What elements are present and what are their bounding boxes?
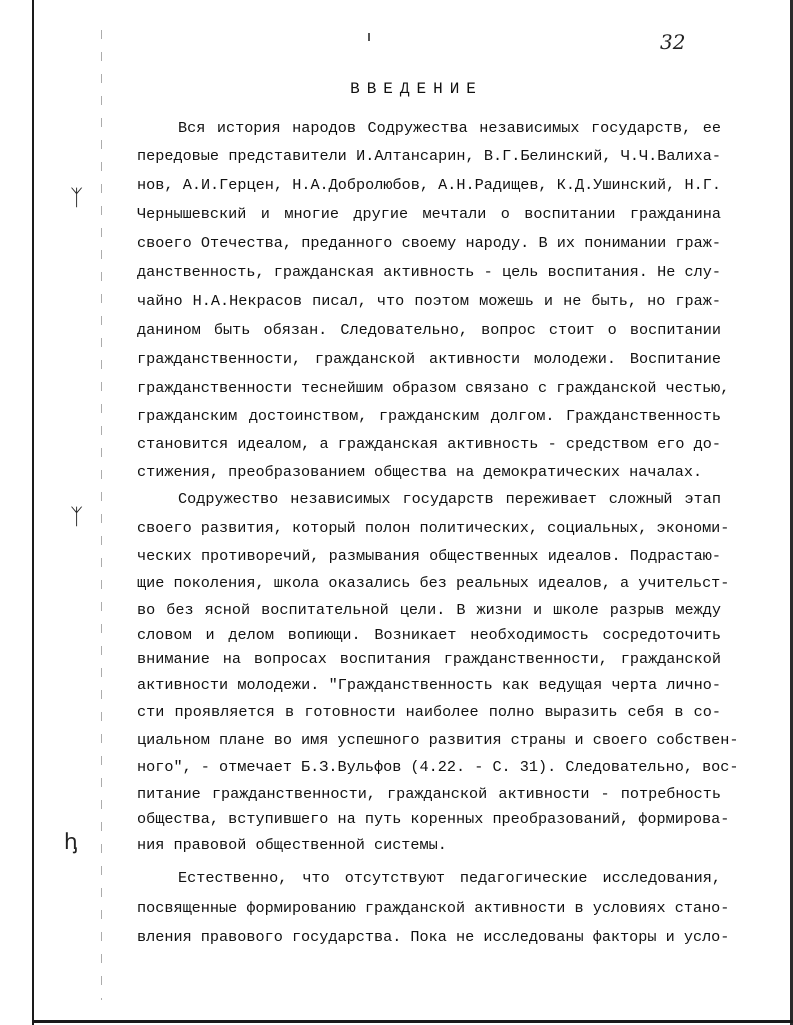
text-line: Вся история народов Содружества независимых государств, ее	[178, 119, 721, 137]
text-line: стижения, преобразованием общества на демократических началах.	[137, 463, 703, 481]
text-line: передовые представители И.Алтансарин, В.Г.Белинский, Ч.Ч.Валиха-	[137, 147, 721, 165]
text-line: Содружество независимых государств переживает сложный этап	[178, 490, 721, 508]
text-line: своего развития, который полон политических, социальных, экономи-	[137, 519, 730, 537]
margin-mark-2: ᛉ	[70, 505, 84, 530]
page-left-border	[32, 0, 34, 1025]
text-line: вления правового государства. Пока не исследованы факторы и усло-	[137, 928, 730, 946]
text-line: гражданственности, гражданской активности молодежи. Воспитание	[137, 350, 721, 368]
page-number: 32	[660, 30, 686, 54]
text-line: гражданственности теснейшим образом связано с гражданской честью,	[137, 379, 730, 397]
text-line: внимание на вопросах воспитания гражданственности, гражданской	[137, 650, 721, 668]
text-line: ния правовой общественной системы.	[137, 836, 447, 854]
text-line: сти проявляется в готовности наиболее полно выразить себя в со-	[137, 703, 721, 721]
text-line: Естественно, что отсутствуют педагогические исследования,	[178, 869, 721, 887]
text-line: гражданским достоинством, гражданским долгом. Гражданственность	[137, 407, 721, 425]
text-line: Чернышевский и многие другие мечтали о воспитании гражданина	[137, 205, 721, 223]
stray-tick-mark	[368, 33, 370, 41]
text-line: питание гражданственности, гражданской активности - потребность	[137, 785, 721, 803]
page-title: ВВЕДЕНИЕ	[350, 80, 483, 98]
text-line: данином быть обязан. Следовательно, вопрос стоит о воспитании	[137, 321, 721, 339]
text-line: нов, А.И.Герцен, Н.А.Добролюбов, А.Н.Радищев, К.Д.Ушинский, Н.Г.	[137, 176, 721, 194]
text-line: своего Отечества, преданного своему народу. В их понимании граж-	[137, 234, 721, 252]
text-line: ческих противоречий, размывания общественных идеалов. Подрастаю-	[137, 547, 721, 565]
text-line: щие поколения, школа оказались без реальных идеалов, а учительст-	[137, 574, 730, 592]
text-line: активности молодежи. "Гражданственность как ведущая черта лично-	[137, 676, 721, 694]
page-bottom-border	[32, 1020, 793, 1023]
margin-mark-3: ꞕ	[64, 830, 78, 855]
text-line: во без ясной воспитательной цели. В жизни и школе разрыв между	[137, 601, 721, 619]
text-line: циальном плане во имя успешного развития страны и своего собствен-	[137, 731, 739, 749]
text-line: словом и делом вопиющи. Возникает необходимость сосредоточить	[137, 626, 721, 644]
text-line: чайно Н.А.Некрасов писал, что поэтом можешь и не быть, но граж-	[137, 292, 721, 310]
text-line: посвященные формированию гражданской активности в условиях стано-	[137, 899, 730, 917]
text-line: становится идеалом, а гражданская активность - средством его до-	[137, 435, 721, 453]
margin-rule	[101, 30, 102, 1000]
margin-mark-1: ᛉ	[70, 186, 84, 211]
text-line: данственность, гражданская активность - цель воспитания. Не слу-	[137, 263, 721, 281]
text-line: общества, вступившего на путь коренных преобразований, формирова-	[137, 810, 730, 828]
text-line: ного", - отмечает Б.З.Вульфов (4.22. - С. 31). Следовательно, вос-	[137, 758, 739, 776]
